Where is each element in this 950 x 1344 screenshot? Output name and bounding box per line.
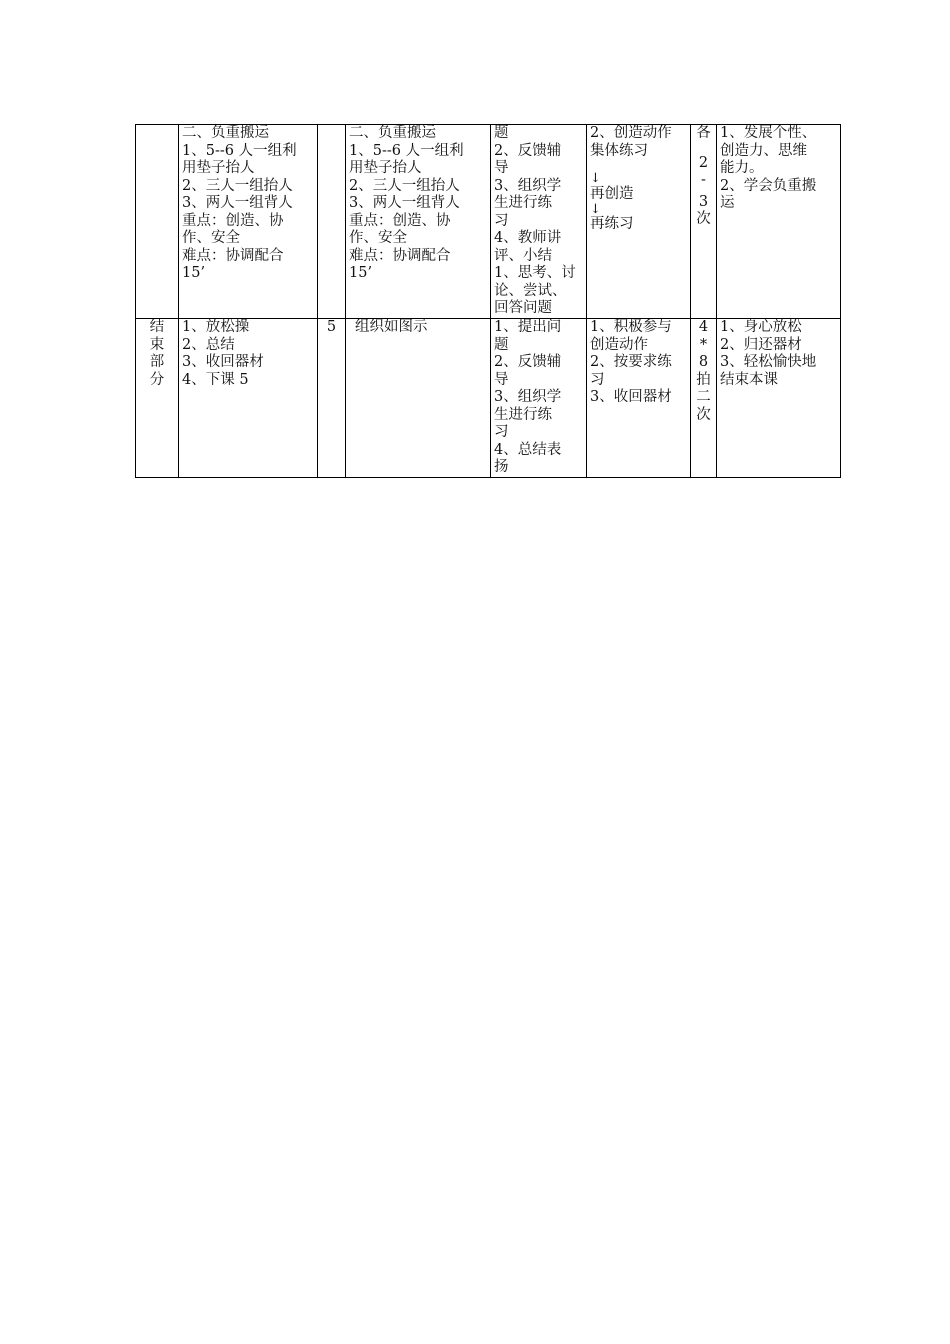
lesson-plan-table — [135, 124, 841, 478]
student-activity-cell: 1、积极参与 创造动作 2、按要求练 习 3、收回器材 — [587, 319, 691, 478]
content-cell: 1、放松操 2、总结 3、收回器材 4、下课 5 — [179, 319, 318, 478]
table-row — [136, 125, 841, 319]
section-cell: 结 束 部 分 — [136, 319, 179, 478]
organization-cell: 二、负重搬运 1、5--6 人一组利 用垫子抬人 2、三人一组抬人 3、两人一组背人 重点：创造、协 作、安全 难点：协调配合 15’ — [346, 125, 491, 319]
goals-cell: 1、发展个性、 创造力、思维 能力。 2、学会负重搬 运 — [717, 125, 841, 319]
goals-cell: 1、身心放松 2、归还器材 3、轻松愉快地 结束本课 — [717, 319, 841, 478]
organization-cell: 组织如图示 — [346, 319, 491, 478]
content-cell: 二、负重搬运 1、5--6 人一组利 用垫子抬人 2、三人一组抬人 3、两人一组背人 重点：创造、协 作、安全 难点：协调配合 15’ — [179, 125, 318, 319]
count-cell: 各 2 - 3 次 — [691, 125, 717, 319]
teacher-activity-cell: 1、提出问 题 2、反馈辅 导 3、组织学 生进行练 习 4、总结表 扬 — [491, 319, 587, 478]
time-cell: 5 — [318, 319, 346, 478]
down-arrow-icon: ↓ — [590, 171, 601, 186]
time-cell — [318, 125, 346, 319]
count-cell: 4 * 8 拍 二 次 — [691, 319, 717, 478]
teacher-activity-cell: 题 2、反馈辅 导 3、组织学 生进行练 习 4、教师讲 评、小结 1、思考、讨 论、尝试、 回答问题 — [491, 125, 587, 319]
student-activity-cell: 2、创造动作 集体练习 ↓ 再创造 ↓ 再练习 — [587, 125, 691, 319]
section-cell — [136, 125, 179, 319]
down-arrow-icon: ↓ — [590, 201, 601, 217]
table-row — [136, 319, 841, 478]
